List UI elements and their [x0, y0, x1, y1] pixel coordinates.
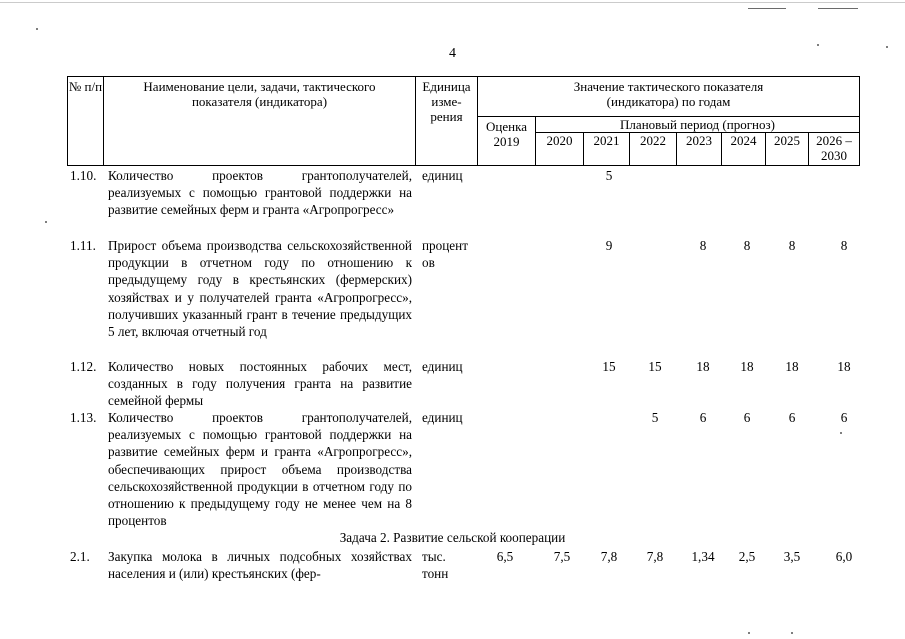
value-2024: 18 — [740, 359, 754, 374]
row-name: Прирост объема производства сельскохозяйственной продукции в отчетном году по отношению к предыдущему году в крестьянских (фермерских) хозяйствах и у получателей гранта «Агропрогресс», получивших указанный грант в течение предыдущих 5 лет, включая отчетный год — [108, 238, 412, 340]
value-2025: 8 — [788, 238, 796, 253]
header-unit: Единица изме-рения — [416, 77, 478, 166]
header-year: 2024 — [722, 133, 766, 166]
table-header — [67, 76, 860, 166]
value-2026-2030: 6,0 — [835, 549, 853, 564]
task-2-heading: Задача 2. Развитие сельской кооперации — [339, 530, 566, 545]
value-2025: 3,5 — [783, 549, 801, 564]
scan-edge-line — [0, 2, 905, 3]
row-number: 1.10. — [70, 168, 97, 183]
header-year: 2023 — [677, 133, 722, 166]
row-name: Количество проектов грантополучателей, реализуемых с помощью грантовой поддержки на развитие семейных ферм и гранта «Агропрогресс», обеспечивающих прирост объема производства сельскохозяйственной продукции в отчетном году по отношению к предыдущему году не менее чем на 8 процентов — [108, 410, 412, 529]
value-2022: 5 — [651, 410, 659, 425]
value-2026-2030: 8 — [840, 238, 848, 253]
value-2025: 18 — [785, 359, 799, 374]
row-number: 1.11. — [70, 238, 96, 253]
value-2020: 7,5 — [553, 549, 571, 564]
header-values: Значение тактического показателя (индикатора) по годам — [478, 77, 860, 117]
row-unit: единиц — [422, 168, 463, 183]
value-2022: 7,8 — [646, 549, 664, 564]
value-2021: 9 — [605, 238, 613, 253]
row-unit: процентов — [422, 238, 468, 271]
row-unit: единиц — [422, 410, 463, 425]
value-2026-2030: 6 — [840, 410, 848, 425]
header-year: 2026 – 2030 — [809, 133, 860, 166]
header-year: 2022 — [630, 133, 677, 166]
row-name: Закупка молока в личных подсобных хозяйствах населения и (или) крестьянских (фер- — [108, 549, 412, 582]
scan-speck — [36, 28, 38, 30]
scan-speck — [748, 632, 750, 634]
row-unit: единиц — [422, 359, 463, 374]
header-year: 2025 — [766, 133, 809, 166]
scan-mark — [748, 8, 786, 9]
row-name: Количество проектов грантополучателей, реализуемых с помощью грантовой поддержки на развитие семейных ферм и гранта «Агропрогресс» — [108, 168, 412, 218]
value-2022: 15 — [648, 359, 662, 374]
scan-speck — [45, 221, 47, 223]
row-number: 1.13. — [70, 410, 97, 425]
value-2023: 1,34 — [691, 549, 715, 564]
row-name: Количество новых постоянных рабочих мест, созданных в году получения гранта на развитие семейной фермы — [108, 359, 412, 409]
value-2021: 5 — [605, 168, 613, 183]
row-number: 1.12. — [70, 359, 97, 374]
header-number: № п/п — [68, 77, 104, 166]
value-2025: 6 — [788, 410, 796, 425]
header-year: 2021 — [584, 133, 630, 166]
header-name: Наименование цели, задачи, тактического показателя (индикатора) — [104, 77, 416, 166]
value-2024: 6 — [743, 410, 751, 425]
scan-speck — [840, 432, 842, 434]
row-number: 2.1. — [70, 549, 90, 564]
value-2023: 6 — [699, 410, 707, 425]
row-unit: тыс. тонн — [422, 549, 449, 582]
value-estimate: 6,5 — [496, 549, 514, 564]
value-2021: 15 — [602, 359, 616, 374]
header-plan: Плановый период (прогноз) — [536, 117, 860, 133]
value-2026-2030: 18 — [837, 359, 851, 374]
value-2023: 8 — [699, 238, 707, 253]
value-2024: 2,5 — [738, 549, 756, 564]
value-2024: 8 — [743, 238, 751, 253]
value-2023: 18 — [696, 359, 710, 374]
page-number: 4 — [449, 46, 456, 61]
header-year: 2020 — [536, 133, 584, 166]
header-estimate: Оценка 2019 — [478, 117, 536, 166]
value-2021: 7,8 — [600, 549, 618, 564]
scan-mark — [818, 8, 858, 9]
scan-speck — [791, 632, 793, 634]
